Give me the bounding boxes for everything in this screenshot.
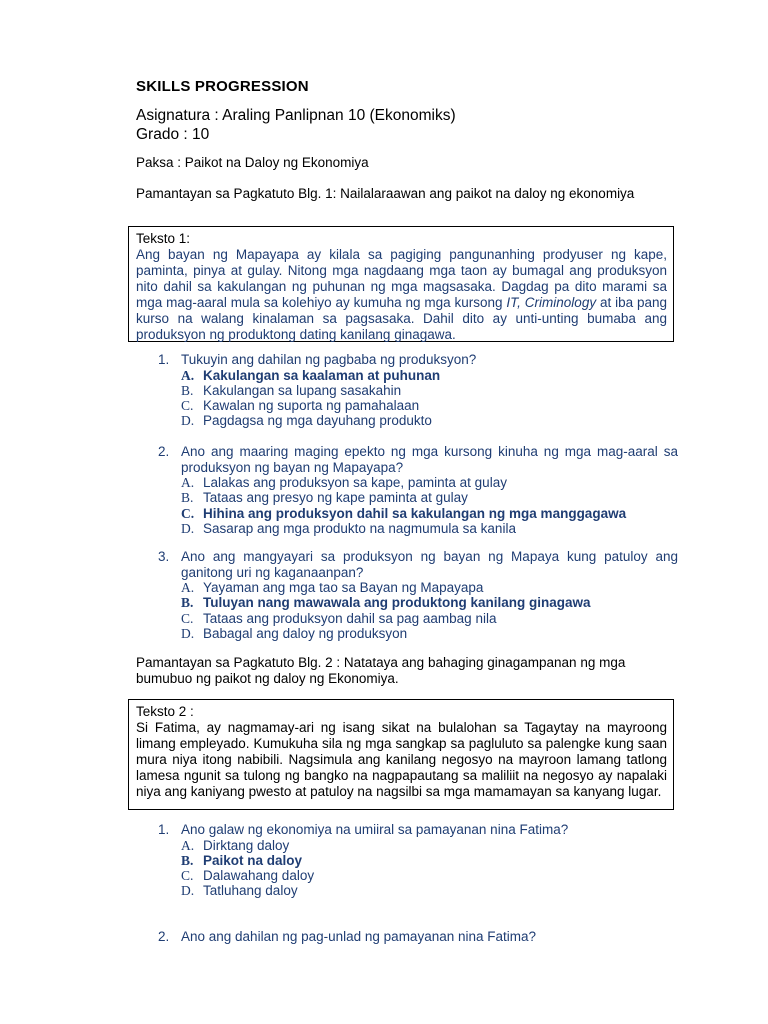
subject-block: [136, 106, 456, 144]
text-box-1-label: Teksto 1:: [136, 231, 191, 246]
option-d: D. Tatluhang daloy: [181, 883, 298, 899]
question-stem: Ano ang maaring maging epekto ng mga kursong kinuha ng mga mag-aaral sa produksyon ng bayan ng Mapayapa?: [181, 444, 678, 475]
topic-line: Paksa : Paikot na Daloy ng Ekonomiya: [136, 155, 369, 170]
question-number: 2.: [158, 444, 170, 459]
question-2-2: [158, 929, 678, 945]
learning-standard-2: Pamantayan sa Pagkatuto Blg. 2 : Natataya ang bahaging ginagampanan ng mga bumubuo ng paikot ng daloy ng Ekonomiya.: [136, 655, 626, 686]
option-c: C. Tataas ang produksyon dahil sa pag aambag nila: [181, 610, 497, 626]
option-d: D. Pagdagsa ng mga dayuhang produkto: [181, 413, 432, 429]
question-stem: Ano ang dahilan ng pag-unlad ng pamayanan nina Fatima?: [181, 929, 537, 944]
option-d: D. Sasarap ang mga produkto na nagmumula sa kanila: [181, 520, 516, 536]
question-number: 3.: [158, 549, 170, 564]
question-stem: Tukuyin ang dahilan ng pagbaba ng produksyon?: [181, 352, 477, 367]
question-number: 2.: [158, 929, 170, 944]
option-b: B. Paikot na daloy: [181, 852, 303, 868]
option-c: C. Kawalan ng suporta ng pamahalaan: [181, 398, 420, 414]
text-1-part-b: at iba pang kurso na walang kinalaman sa pagsasaka. Dahil dito ay unti-unting bumaba ang produksyon ng produktong dating kanilang ginagawa.: [136, 295, 668, 342]
option-b: B. Tataas ang presyo ng kape paminta at gulay: [181, 490, 468, 506]
text-box-1: [128, 226, 674, 342]
option-a: A. Lalakas ang produksyon sa kape, paminta at gulay: [181, 475, 507, 490]
text-1-italic: IT, Criminology: [506, 295, 597, 310]
question-1-1: [158, 352, 678, 429]
question-2-1: [158, 822, 678, 899]
question-number: 1.: [158, 352, 170, 367]
grade-line: Grado : 10: [136, 126, 210, 143]
question-1-3: [158, 549, 678, 641]
text-1-part-a: Ang bayan ng Mapayapa ay kilala sa pagiging pangunanhing prodyuser ng kape, paminta, pinya at gulay. Nitong mga nagdaang mga taon ay bumagal ang produksyon nito dahil sa kakulangan ng puhunan ng mga magsasaka. Dagdag pa dito marami sa mga mag-aaral mula sa kolehiyo ay kumuha ng mga kursong: [136, 247, 667, 310]
subject-line: Asignatura : Araling Panlipnan 10 (Ekonomiks): [136, 107, 456, 124]
question-number: 1.: [158, 822, 170, 837]
text-box-2: [128, 699, 674, 810]
text-box-2-body: Si Fatima, ay nagmamay-ari ng isang sikat na bulalohan sa Tagaytay na mayroong limang empleyado. Kumukuha sila ng mga sangkap sa pagluluto sa palengke kung saan mura niya itong nabibili. Nagsimula ang kanilang negosyo na mayroon lamang tatlong lamesa ngunit sa tulong ng bangko na nagpapautang sa maliliit na negosyo ay napalaki niya ang kaniyang pwesto at patuloy na nagsilbi sa mga mamamayan sa kanyang lugar.: [136, 720, 667, 799]
option-a: A. Kakulangan sa kaalaman at puhunan: [181, 367, 441, 383]
option-b: B. Kakulangan sa lupang sasakahin: [181, 382, 402, 398]
question-stem: Ano ang mangyayari sa produksyon ng bayan ng Mapaya kung patuloy ang ganitong uri ng kaganaanpan?: [181, 549, 678, 580]
option-d: D. Babagal ang daloy ng produksyon: [181, 625, 408, 641]
question-1-2: [158, 444, 678, 536]
question-stem: Ano galaw ng ekonomiya na umiiral sa pamayanan nina Fatima?: [181, 822, 569, 837]
text-box-2-label: Teksto 2 :: [136, 704, 194, 719]
option-c: C. Hihina ang produksyon dahil sa kakulangan ng mga manggagawa: [181, 505, 627, 521]
option-a: A. Yayaman ang mga tao sa Bayan ng Mapayapa: [181, 580, 484, 595]
option-b: B. Tuluyan nang mawawala ang produktong kanilang ginagawa: [181, 595, 591, 611]
option-a: A. Dirktang daloy: [181, 837, 290, 853]
text-box-1-body: [136, 247, 667, 343]
page-title: SKILLS PROGRESSION: [136, 78, 309, 95]
learning-standard-1: Pamantayan sa Pagkatuto Blg. 1: Nailalaraawan ang paikot na daloy ng ekonomiya: [136, 186, 635, 201]
option-c: C. Dalawahang daloy: [181, 868, 315, 884]
